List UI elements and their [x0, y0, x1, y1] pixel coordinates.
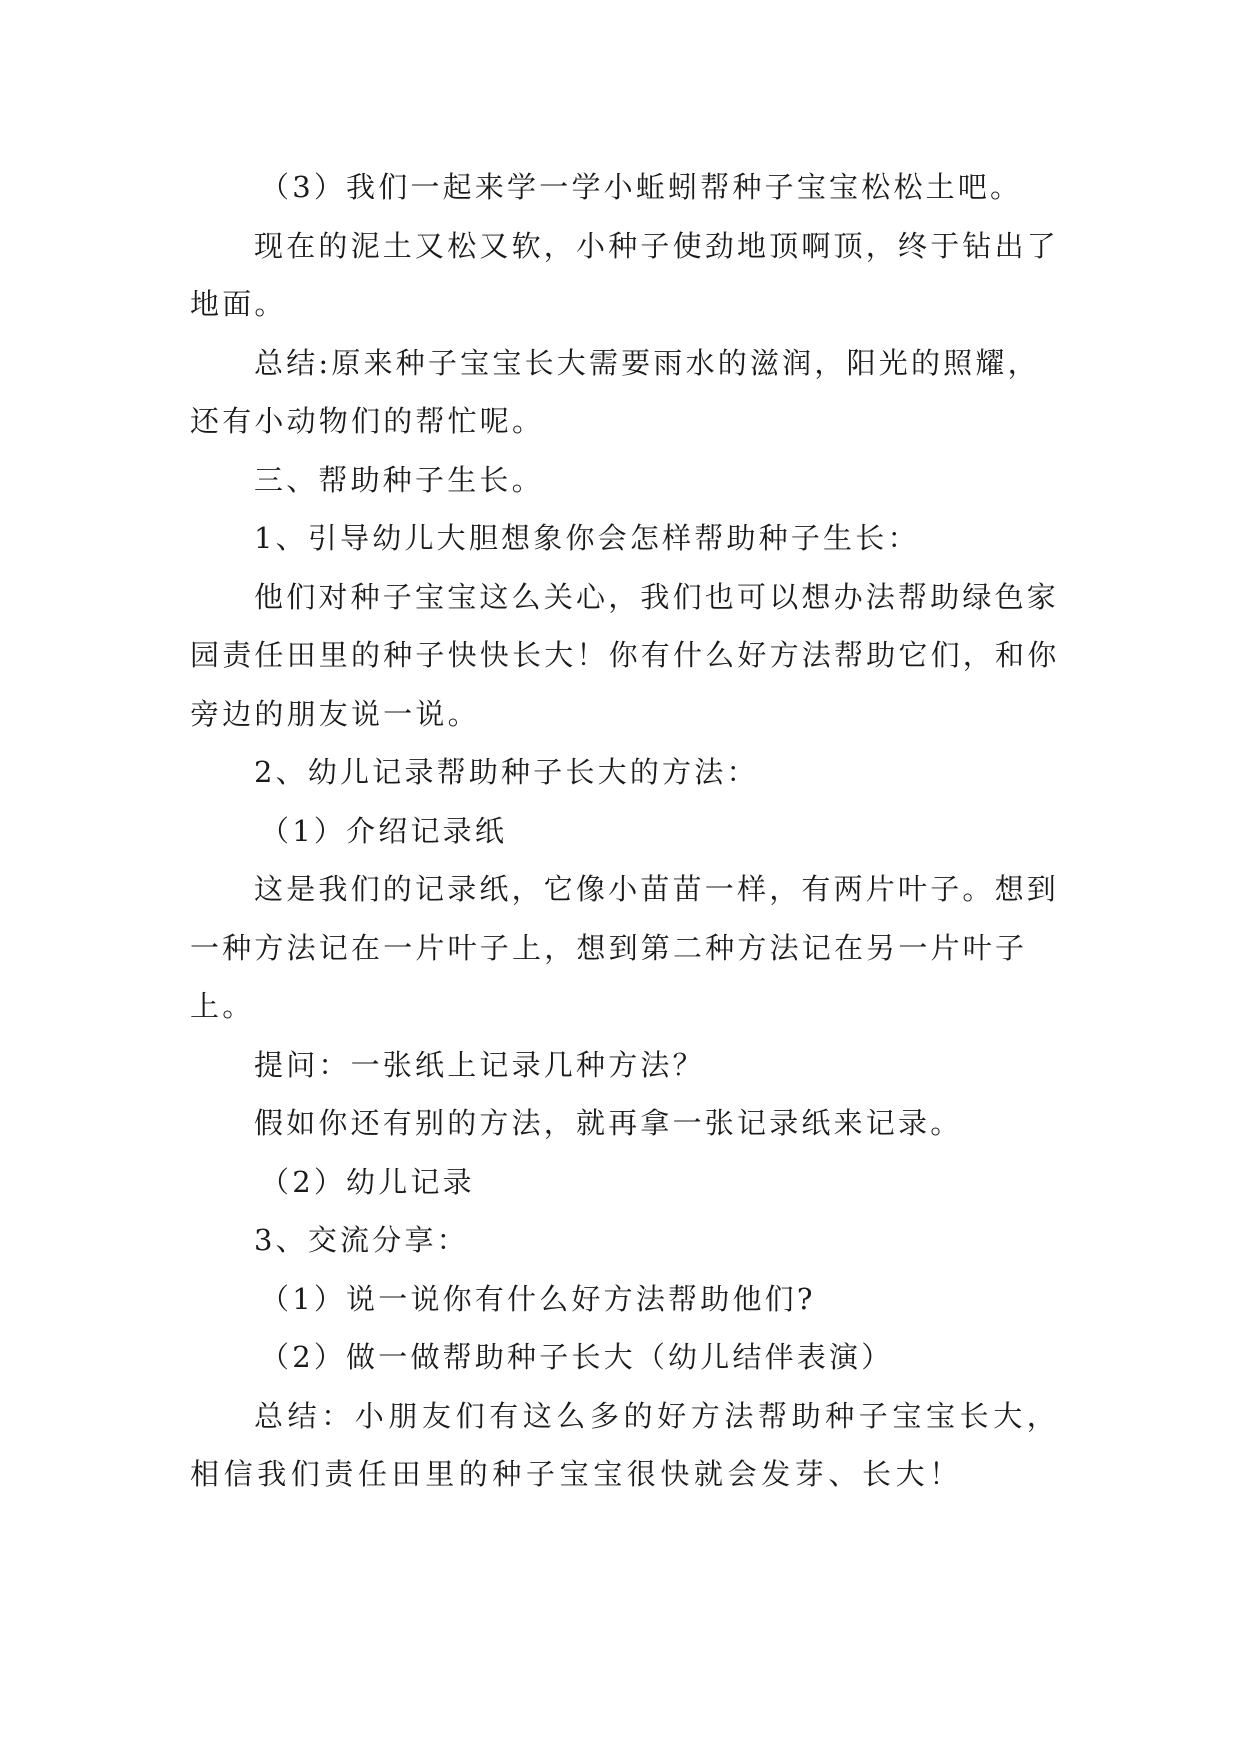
paragraph-summary-1: 总结:原来种子宝宝长大需要雨水的滋润，阳光的照耀，还有小动物们的帮忙呢。	[190, 345, 1040, 438]
paragraph-intro-paper: （1）介绍记录纸	[260, 813, 508, 848]
paragraph-question: 提问：一张纸上记录几种方法？	[254, 1047, 705, 1082]
paragraph-share: 3、交流分享：	[254, 1223, 469, 1257]
document-body	[190, 158, 1070, 1504]
paragraph-record-methods: 2、幼儿记录帮助种子长大的方法：	[254, 755, 759, 789]
paragraph-record-paper: 这是我们的记录纸，它像小苗苗一样，有两片叶子。想到一种方法记在一片叶子上，想到第二种方法记在另一片叶子上。	[190, 872, 1060, 1023]
paragraph-child-record: （2）幼儿记录	[260, 1164, 475, 1199]
paragraph-help-seeds: 他们对种子宝宝这么关心，我们也可以想办法帮助绿色家园责任田里的种子快快长大！你有什么好方法帮助它们，和你旁边的朋友说一说。	[190, 579, 1060, 731]
paragraph-act-out: （2）做一做帮助种子长大（幼儿结伴表演）	[260, 1340, 894, 1374]
paragraph-say-methods: （1）说一说你有什么好方法帮助他们?	[260, 1281, 816, 1316]
paragraph-guide-imagine: 1、引导幼儿大胆想象你会怎样帮助种子生长：	[254, 521, 920, 555]
section-heading-3: 三、帮助种子生长。	[254, 462, 544, 497]
paragraph-other-methods: 假如你还有别的方法，就再拿一张记录纸来记录。	[254, 1106, 963, 1140]
paragraph-step-3: （3）我们一起来学一学小蚯蚓帮种子宝宝松松土吧。	[260, 170, 1023, 204]
paragraph-summary-2: 总结：小朋友们有这么多的好方法帮助种子宝宝长大，相信我们责任田里的种子宝宝很快就会发芽、长大！	[190, 1398, 1061, 1491]
paragraph-soil-soft: 现在的泥土又松又软，小种子使劲地顶啊顶，终于钻出了地面。	[190, 228, 1060, 321]
